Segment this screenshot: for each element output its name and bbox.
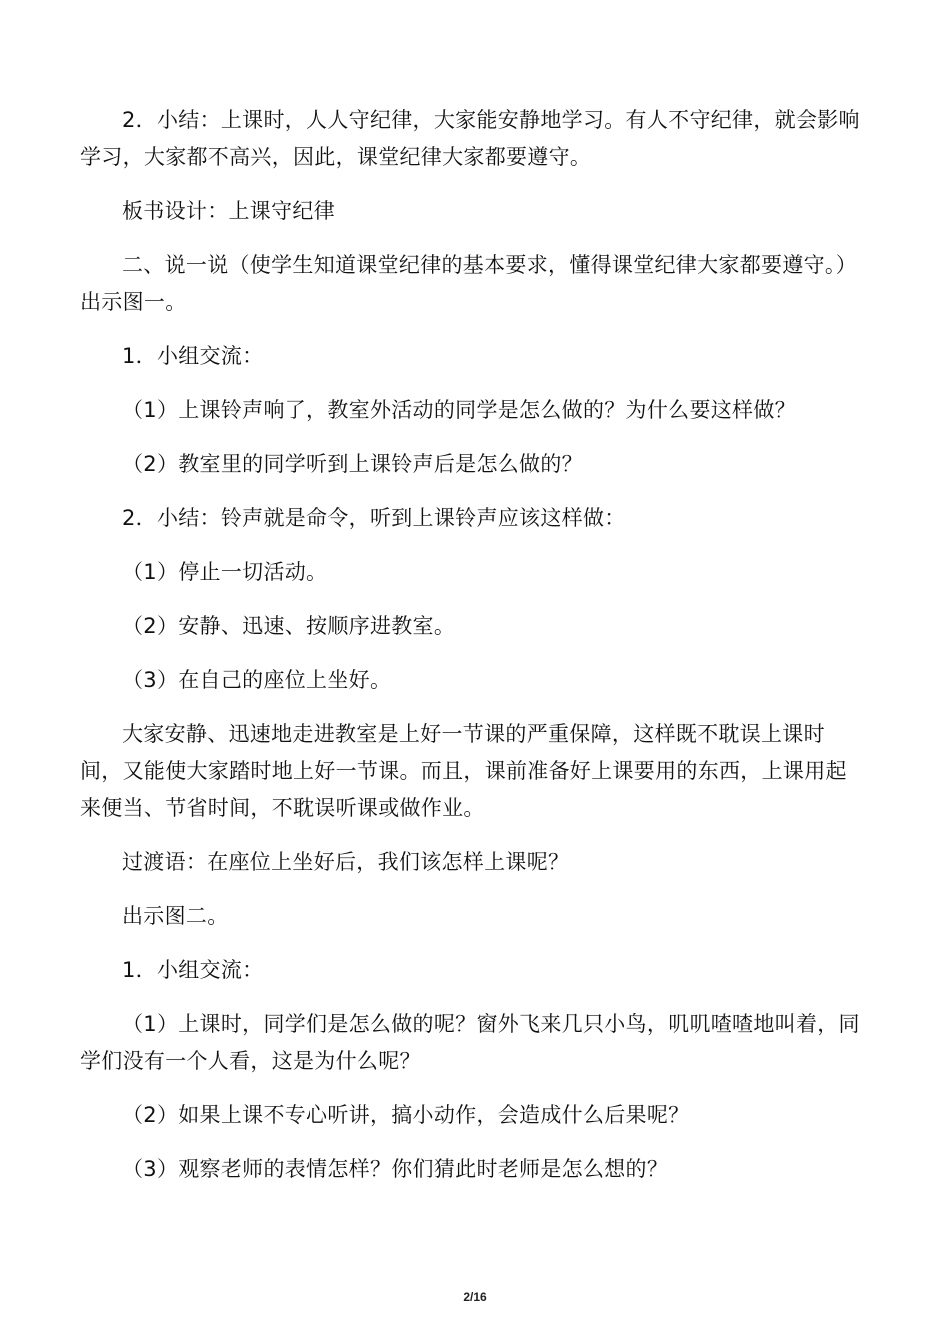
paragraph-rule-1: （1）停止一切活动。 [122,560,328,584]
paragraph-explanation: 大家安静、迅速地走进教室是上好一节课的严重保障，这样既不耽误上课时间，又能使大家踏时地上好一节课。而且，课前准备好上课要用的东西，上课用起来便当、节省时间，不耽误听课或做作业。 [80,722,847,820]
paragraph-question-2: （2）教室里的同学听到上课铃声后是怎么做的？ [122,452,583,476]
paragraph-summary-2: 2．小结：上课时，人人守纪律，大家能安静地学习。有人不守纪律，就会影响学习，大家都不高兴，因此，课堂纪律大家都要遵守。 [80,108,860,169]
paragraph-summary-bell: 2．小结：铃声就是命令，听到上课铃声应该这样做： [122,506,626,530]
paragraph-question-3: （1）上课时，同学们是怎么做的呢？窗外飞来几只小鸟，叽叽喳喳地叫着，同学们没有一个人看，这是为什么呢？ [80,1012,860,1073]
paragraph-question-4: （2）如果上课不专心听讲，搞小动作，会造成什么后果呢？ [122,1103,690,1127]
paragraph-question-1: （1）上课铃声响了，教室外活动的同学是怎么做的？为什么要这样做？ [122,398,796,422]
paragraph-section-2-heading: 二、说一说（使学生知道课堂纪律的基本要求，懂得课堂纪律大家都要遵守。）出示图一。 [80,253,857,314]
paragraph-rule-2: （2）安静、迅速、按顺序进教室。 [122,614,456,638]
paragraph-group-discussion-2: 1．小组交流： [122,958,264,982]
paragraph-transition: 过渡语：在座位上坐好后，我们该怎样上课呢？ [122,850,570,874]
document-body [80,102,860,1205]
paragraph-question-5: （3）观察老师的表情怎样？你们猜此时老师是怎么想的？ [122,1157,669,1181]
paragraph-show-figure-2: 出示图二。 [122,904,229,928]
paragraph-board-design: 板书设计：上课守纪律 [122,199,335,223]
page-number: 2/16 [463,1290,487,1304]
paragraph-rule-3: （3）在自己的座位上坐好。 [122,668,392,692]
paragraph-group-discussion-1: 1．小组交流： [122,344,264,368]
